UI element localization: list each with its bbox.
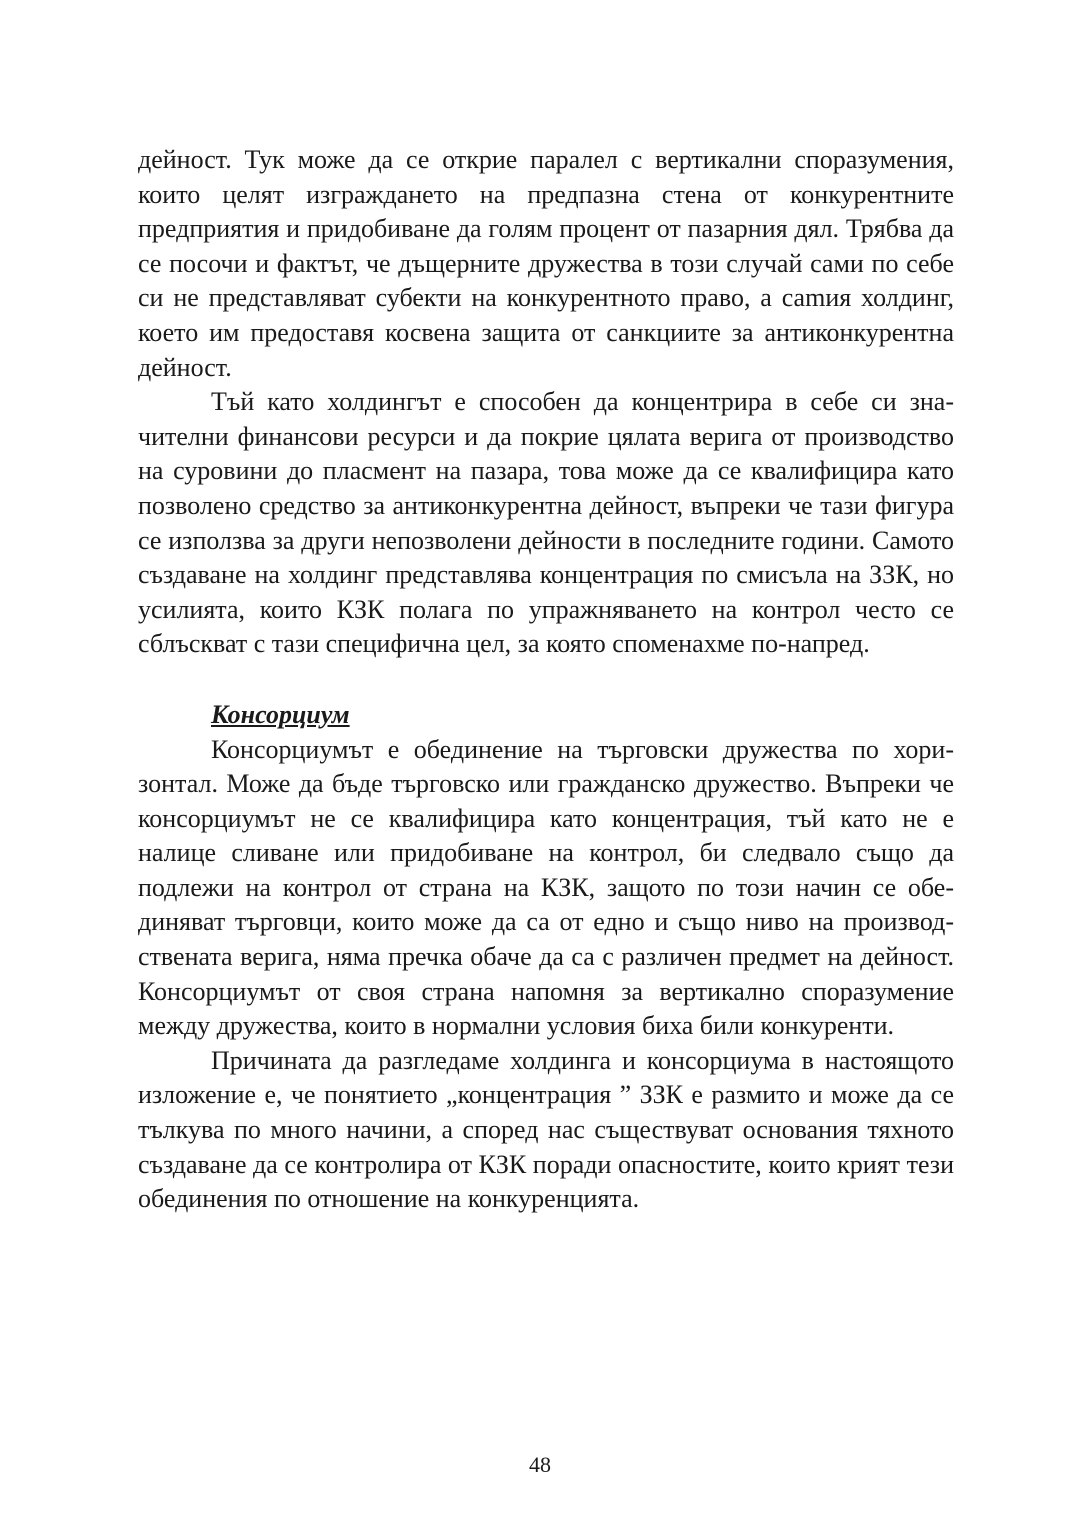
- section-heading-consortium: Консорциум: [211, 699, 350, 729]
- paragraph-holding-continued: дейност. Тук може да се открие паралел с вертикални споразумения, които целят изграждането на предпазна стена от конкурентните предприятия и придобиване да голям процент от пазарния дял. Трябва да се посочи и фактът, че дъщерните дружества в този случай сами по себе си не представляват субекти на конкурентното право, а саmия холдинг, което им предоставя косвена защита от санкциите за антиконкурентна дейност.: [138, 145, 954, 382]
- paragraph-holding-resources: Тъй като холдингът е способен да концентрира в себе си значителни финансови ресурси и да покрие цялата верига от производство на суровини до пласмент на пазара, това може да се квалифицира като позволено средство за антиконкурентна дейност, въпреки че тази фигура се използва за други непозволени дейности в последните години. Самото създаване на холдинг представлява концентрация по смисъла на ЗЗК, но усилията, които КЗК полага по упражняването на контрол често се сблъскват с тази специфична цел, за която споменахме по-напред.: [138, 387, 954, 659]
- paragraph-consortium-definition: Консорциумът е обединение на търговски дружества по хоризонтал. Може да бъде търговско или гражданско дружество. Въпреки че консорциумът не се квалифицира като концентрация, тъй като не е налице сливане или придобиване на контрол, би следвало също да подлежи на контрол от страна на КЗК, защото по този начин се обединяват търговци, които може да са от едно и също ниво на производствената верига, няма пречка обаче да са с различен предмет на дейност. Консорциумът от своя страна напомня за вертикално споразумение между дружества, които в нормални условия биха били конкуренти.: [138, 734, 954, 1041]
- page-number: 48: [529, 1452, 551, 1477]
- paragraph-reason: Причината да разгледаме холдинга и консорциума в настоящото изложение е, че понятието „концентрация ” ЗЗК е размито и може да се тълкува по много начини, а според нас съществуват основания тяхното създаване да се контролира от КЗК поради опасностите, които крият тези обединения по отношение на конкуренцията.: [138, 1045, 954, 1214]
- document-page: [138, 143, 954, 1217]
